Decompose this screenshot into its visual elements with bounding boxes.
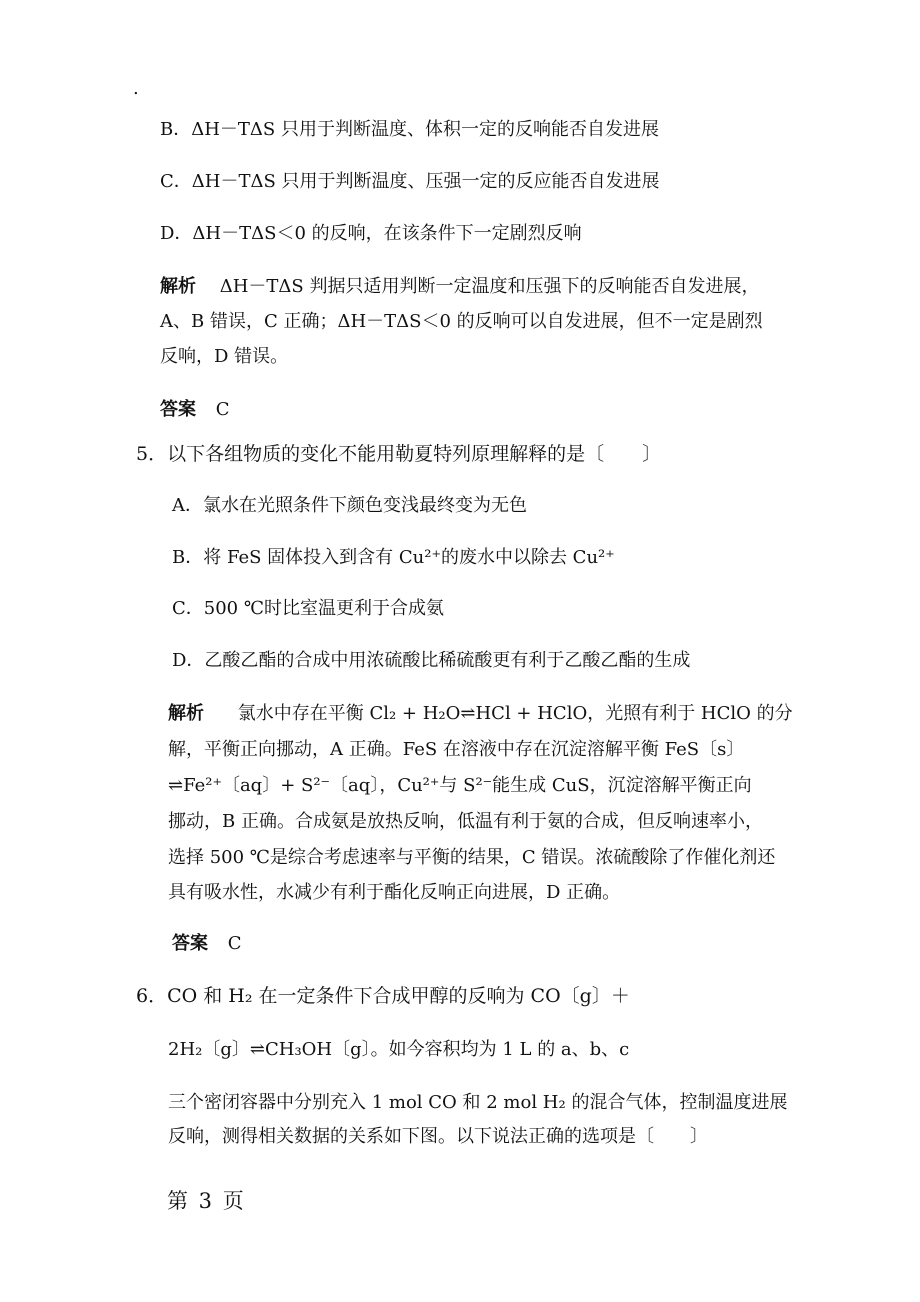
q4-option-c: C．ΔH－TΔS 只用于判断温度、压强一定的反应能否自发进展 [160, 171, 660, 192]
q5-analysis-line-2: 解，平衡正向挪动，A 正确。FeS 在溶液中存在沉淀溶解平衡 FeS〔s〕 [168, 739, 745, 760]
q6-stem-line-2: 2H₂〔g〕⇌CH₃OH〔g〕。如今容积均为 1 L 的 a、b、c [168, 1039, 630, 1060]
q4-answer-label: 答案 [160, 399, 196, 420]
q4-analysis-line-2: A、B 错误，C 正确；ΔH－TΔS＜0 的反响可以自发进展，但不一定是剧烈 [160, 311, 763, 332]
q5-answer-label: 答案 [172, 933, 208, 954]
q4-option-b: B．ΔH－TΔS 只用于判断温度、体积一定的反响能否自发进展 [160, 119, 659, 140]
q5-answer [172, 932, 242, 956]
q5-option-a: A．氯水在光照条件下颜色变浅最终变为无色 [172, 495, 527, 516]
q5-option-c: C．500 ℃时比室温更利于合成氨 [172, 598, 444, 619]
q4-answer [160, 398, 230, 422]
top-dot: . [133, 78, 139, 99]
q4-option-d: D．ΔH－TΔS＜0 的反响，在该条件下一定剧烈反响 [160, 223, 582, 244]
q5-analysis-text-1: 氯水中存在平衡 Cl₂ + H₂O⇌HCl + HClO，光照有利于 HClO 的分 [237, 703, 793, 724]
page-number: 第 3 页 [167, 1189, 246, 1213]
q5-analysis-label: 解析 [168, 703, 204, 724]
q5-analysis-line-4: 挪动，B 正确。合成氨是放热反响，低温有利于氨的合成，但反响速率小， [168, 811, 763, 832]
q5-analysis-line-1 [168, 702, 793, 726]
q4-analysis-text-1: ΔH－TΔS 判据只适用判断一定温度和压强下的反响能否自发进展， [219, 276, 760, 297]
q4-answer-value: C [215, 399, 230, 420]
q5-answer-value: C [227, 933, 242, 954]
q4-analysis-line-1 [160, 275, 760, 299]
q5-option-d: D．乙酸乙酯的合成中用浓硫酸比稀硫酸更有利于乙酸乙酯的生成 [172, 650, 691, 671]
q6-stem-line-4: 反响，测得相关数据的关系如下图。以下说法正确的选项是〔 〕 [168, 1126, 708, 1147]
q5-option-b: B．将 FeS 固体投入到含有 Cu²⁺的废水中以除去 Cu²⁺ [172, 547, 615, 568]
q5-analysis-line-5: 选择 500 ℃是综合考虑速率与平衡的结果，C 错误。浓硫酸除了作催化剂还 [168, 847, 776, 868]
q5-analysis-line-3: ⇌Fe²⁺〔aq〕+ S²⁻〔aq〕，Cu²⁺与 S²⁻能生成 CuS，沉淀溶解平衡正向 [168, 775, 752, 796]
q4-analysis-line-3: 反响，D 错误。 [160, 346, 289, 367]
q5-stem: 5．以下各组物质的变化不能用勒夏特列原理解释的是〔 〕 [136, 443, 662, 465]
q6-stem-line-3: 三个密闭容器中分别充入 1 mol CO 和 2 mol H₂ 的混合气体，控制温度进展 [168, 1092, 788, 1113]
q5-analysis-line-6: 具有吸水性，水减少有利于酯化反响正向进展，D 正确。 [168, 882, 621, 903]
q4-analysis-label: 解析 [160, 276, 196, 297]
q6-stem-line-1: 6．CO 和 H₂ 在一定条件下合成甲醇的反响为 CO〔g〕＋ [136, 985, 630, 1007]
